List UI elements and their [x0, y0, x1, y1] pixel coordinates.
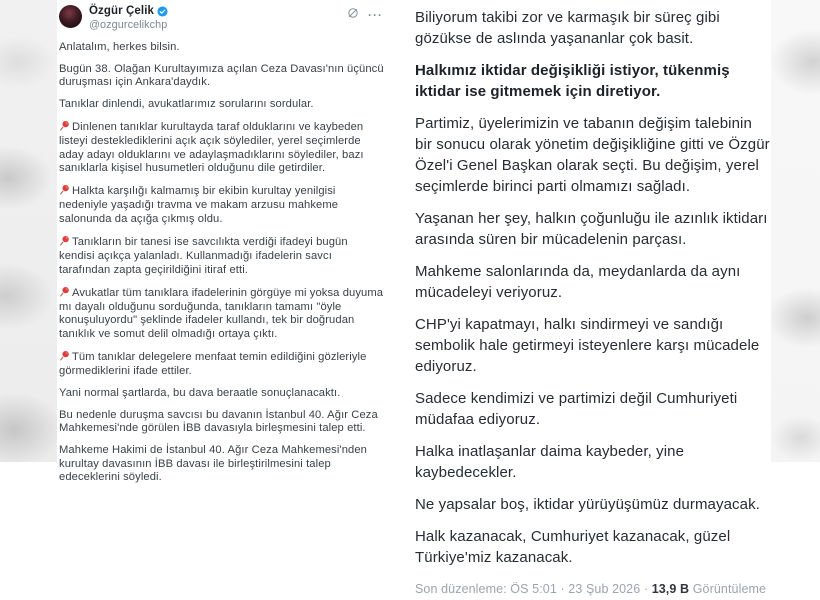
tweet-paragraph: Avukatlar tüm tanıklara ifadelerinin görgüye mi yoksa duyuma mı dayalı olduğunu sorduğunda, tanıkların tamamı "öyle konuşuluyordu" şeklinde ifadeler kullandı, tek bir doğrudan tanıklık ve somut delil olmadığı ortaya çıktı.	[59, 286, 384, 340]
tweet-paragraph: Tanıkların bir tanesi ise savcılıkta verdiği ifadeyi bugün kendisi açıkça yalanladı. Kullanmadığı ifadelerin savcı tarafından zapta geçirildiğini itiraf etti.	[59, 235, 348, 276]
author-handle[interactable]: @ozgurcelikchp	[89, 19, 168, 32]
tweet-paragraph: Yaşanan her şey, halkın çoğunluğu ile azınlık iktidarı arasında süren bir mücadelenin parçası.	[415, 210, 768, 248]
tweet-paragraph: Tüm tanıklar delegelere menfaat temin edildiğini gözleriyle görmediklerini ifade ettiler.	[59, 350, 367, 378]
pushpin-icon	[59, 235, 70, 250]
pushpin-icon	[59, 286, 70, 301]
edit-timestamp: Son düzenleme: ÖS 5:01 · 23 Şub 2026 ·	[415, 582, 652, 596]
tweet-paragraph: Halkta karşılığı kalmamış bir ekibin kurultay yenilgisi nedeniyle yaşadığı travma ve makam arzusu mahkeme salonunda da açığa çıkmış oldu.	[59, 185, 339, 225]
tweet-paragraph: Bugün 38. Olağan Kurultayımıza açılan Ceza Davası'nın üçüncü duruşması için Ankara'daydık.	[59, 62, 384, 89]
author-name[interactable]: Özgür Çelik	[89, 5, 155, 17]
header-actions	[347, 5, 383, 23]
tweet-paragraph: Biliyorum takibi zor ve karmaşık bir süreç gibi gözükse de aslında yaşananlar çok basit.	[415, 9, 720, 47]
tweet-paragraph: Anlatalım, herkes bilsin.	[59, 40, 180, 53]
author-block	[89, 5, 347, 33]
views-count: 13,9 B	[651, 582, 690, 596]
tweet-header	[59, 5, 385, 33]
tweet-paragraph: Mahkeme Hakimi de İstanbul 40. Ağır Ceza Mahkemesi'nden kurultay davasının İBB davası ile birleştirilmesini talep edeceklerini söyledi.	[59, 444, 367, 483]
tweet-paragraph: Tanıklar dinlendi, avukatlarımız sorularını sordular.	[59, 98, 314, 111]
tweet-left-column	[57, 0, 389, 493]
tweet-paragraph: Partimiz, üyelerimizin ve tabanın değişim talebinin bir sonucu olarak yönetim değişikliğine gitti ve Özgür Özel'i Genel Başkan olarak seçti. Bu değişim, yerel seçimlerde birinci parti olmamızı sağladı.	[415, 115, 770, 195]
more-options-icon[interactable]: ···	[368, 8, 383, 23]
tweet-paragraph: Ne yapsalar boş, iktidar yürüyüşümüz durmayacak.	[415, 496, 760, 513]
tweet-right-column	[415, 0, 772, 600]
pushpin-icon	[59, 120, 70, 135]
tweet-paragraph: Dinlenen tanıklar kurultayda taraf olduklarını ve kaybeden listeyi desteklediklerini açık açık söylediler, yerel seçimlerde aday adayı olduklarını ve adaylaşmadıklarını söylediler, bazı sanıklarla kişisel husumetleri olduğunu dile getirdiler.	[59, 120, 364, 175]
pushpin-icon	[59, 350, 70, 365]
tweet-paragraph: Halk kazanacak, Cumhuriyet kazanacak, güzel Türkiye'miz kazanacak.	[415, 528, 731, 566]
grok-icon[interactable]	[347, 7, 359, 23]
tweet-paragraph: CHP'yi kapatmayı, halkı sindirmeyi ve sandığı sembolik hale getirmeyi isteyenlere karşı mücadele ediyoruz.	[415, 316, 760, 375]
views-label: Görüntüleme	[689, 582, 767, 596]
tweet-metadata-footer[interactable]	[415, 579, 772, 600]
tweet-paragraph-bold: Halkımız iktidar değişikliği istiyor, tükenmiş iktidar ise gitmemek için diretiyor.	[415, 62, 730, 100]
avatar[interactable]	[59, 5, 82, 28]
tweet-paragraph: Mahkeme salonlarında da, meydanlarda da aynı mücadeleyi veriyoruz.	[415, 263, 741, 301]
tweet-paragraph: Halka inatlaşanlar daima kaybeder, yine kaybedecekler.	[415, 443, 685, 481]
blurred-right-edge	[771, 0, 820, 462]
blurred-left-edge	[0, 0, 57, 462]
verified-badge-icon	[157, 6, 168, 17]
tweet-paragraph: Bu nedenle duruşma savcısı bu davanın İstanbul 40. Ağır Ceza Mahkemesi'nde görülen İBB davasıyla birleşmesini talep etti.	[59, 408, 378, 435]
tweet-paragraph: Sadece kendimizi ve partimizi değil Cumhuriyeti müdafaa ediyoruz.	[415, 390, 738, 428]
tweet-paragraph: Yani normal şartlarda, bu dava beraatle sonuçlanacaktı.	[59, 386, 341, 399]
pushpin-icon	[59, 184, 70, 199]
